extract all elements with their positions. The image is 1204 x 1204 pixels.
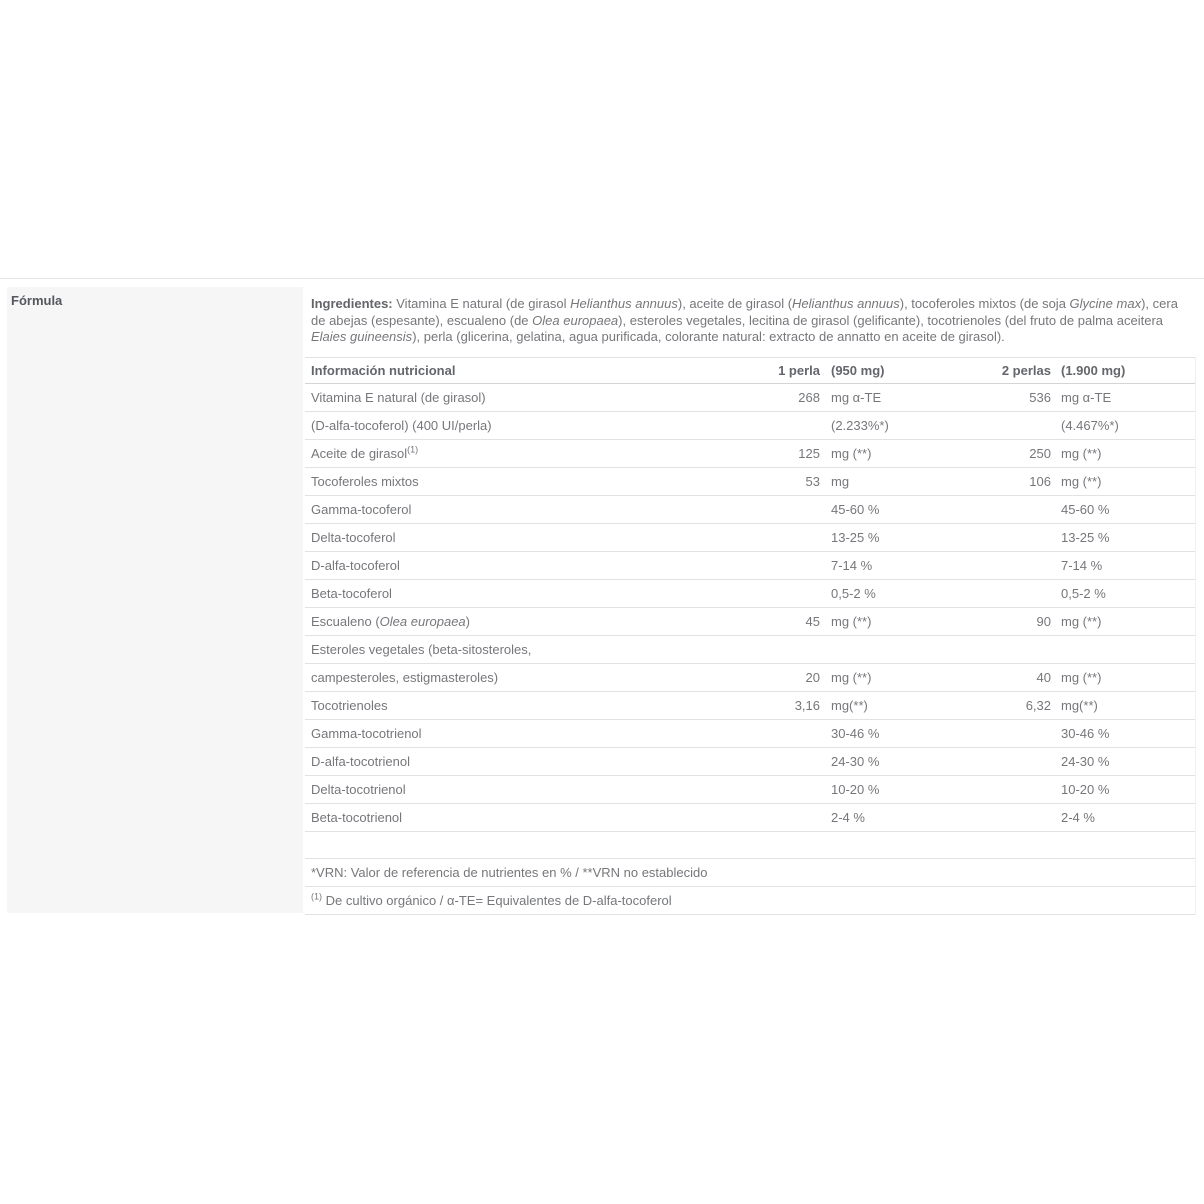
nutrition-row xyxy=(305,496,1195,524)
nutrition-row xyxy=(305,580,1195,608)
footnote-text: $^{(1)}$ De cultivo orgánico / α-TE= Equivalentes de D-alfa-tocoferol xyxy=(311,891,672,908)
nutrient-label: Vitamina E natural (de girasol) xyxy=(311,389,486,405)
formula-section-cell xyxy=(7,287,303,913)
nutrient-label: Beta-tocoferol xyxy=(311,585,392,601)
nutrient-label: Tocoferoles mixtos xyxy=(311,473,419,489)
unit-1perla: mg α-TE xyxy=(831,389,882,405)
footnote-text: *VRN: Valor de referencia de nutrientes en % / **VRN no establecido xyxy=(311,864,708,880)
nutrient-label: Esteroles vegetales (beta-sitosteroles, xyxy=(311,641,532,657)
nutrition-row xyxy=(305,440,1195,468)
nutrition-row xyxy=(305,804,1195,832)
unit-2perlas: (4.467%*) xyxy=(1061,417,1119,433)
nutrition-row xyxy=(305,692,1195,720)
unit-1perla: 24-30 % xyxy=(831,753,880,769)
value-1perla: 3,16 xyxy=(794,697,820,713)
unit-1perla: mg xyxy=(831,473,850,489)
unit-1perla: 30-46 % xyxy=(831,725,880,741)
nutrition-header-col1-qty: 1 perla xyxy=(778,362,820,378)
unit-1perla: mg (**) xyxy=(831,613,872,629)
value-2perlas: 40 xyxy=(1036,669,1051,685)
value-1perla: 53 xyxy=(805,473,820,489)
nutrient-label: D-alfa-tocoferol xyxy=(311,557,400,573)
nutrient-label: Beta-tocotrienol xyxy=(311,809,403,825)
nutrition-row xyxy=(305,720,1195,748)
value-2perlas: 6,32 xyxy=(1025,697,1051,713)
nutrition-header-title: Información nutricional xyxy=(311,362,456,378)
unit-2perlas: mg (**) xyxy=(1061,669,1102,685)
nutrient-label: Delta-tocoferol xyxy=(311,529,396,545)
nutrient-label: Escualeno (Olea europaea) xyxy=(311,613,471,629)
footnote-row xyxy=(305,887,1195,915)
nutrient-label: Gamma-tocotrienol xyxy=(311,725,422,741)
footnote-row xyxy=(305,859,1195,887)
formula-section-label: Fórmula xyxy=(11,293,63,308)
value-2perlas: 90 xyxy=(1036,613,1051,629)
unit-1perla: 10-20 % xyxy=(831,781,880,797)
nutrition-row xyxy=(305,524,1195,552)
unit-2perlas: mg(**) xyxy=(1061,697,1098,713)
value-1perla: 20 xyxy=(805,669,820,685)
nutrition-table xyxy=(305,357,1196,915)
unit-2perlas: 30-46 % xyxy=(1061,725,1110,741)
nutrition-row xyxy=(305,748,1195,776)
nutrient-label: Delta-tocotrienol xyxy=(311,781,406,797)
value-1perla: 45 xyxy=(805,613,820,629)
nutrition-row xyxy=(305,776,1195,804)
unit-1perla: mg(**) xyxy=(831,697,868,713)
nutrition-rows xyxy=(305,384,1195,915)
unit-2perlas: 0,5-2 % xyxy=(1061,585,1106,601)
unit-2perlas: 10-20 % xyxy=(1061,781,1110,797)
nutrient-label: D-alfa-tocotrienol xyxy=(311,753,410,769)
unit-1perla: (2.233%*) xyxy=(831,417,889,433)
nutrition-table-header xyxy=(305,358,1195,384)
unit-1perla: 0,5-2 % xyxy=(831,585,876,601)
nutrition-row xyxy=(305,664,1195,692)
value-2perlas: 106 xyxy=(1029,473,1051,489)
unit-2perlas: 2-4 % xyxy=(1061,809,1095,825)
unit-2perlas: mg (**) xyxy=(1061,473,1102,489)
nutrition-row xyxy=(305,636,1195,664)
spacer-row xyxy=(305,832,1195,859)
ingredients-paragraph: Ingredientes: Vitamina E natural (de girasol Helianthus annuus), aceite de girasol (Helianthus annuus), tocoferoles mixtos (de soja Glycine max), cera de abejas (espesante), escualeno (de Olea europaea), esteroles vegetales, lecitina de girasol (gelificante), tocotrienoles (del fruto de palma aceitera Elaies guineensis), perla (glicerina, gelatina, agua purificada, colorante natural: extracto de annatto en aceite de girasol). xyxy=(311,296,1178,344)
nutrient-label: (D-alfa-tocoferol) (400 UI/perla) xyxy=(311,417,492,433)
unit-1perla: mg (**) xyxy=(831,445,872,461)
unit-2perlas: mg (**) xyxy=(1061,445,1102,461)
nutrition-header-col1-size: (950 mg) xyxy=(831,362,885,378)
value-2perlas: 536 xyxy=(1029,389,1051,405)
unit-2perlas: mg (**) xyxy=(1061,613,1102,629)
nutrient-label: campesteroles, estigmasteroles) xyxy=(311,669,499,685)
nutrition-row xyxy=(305,412,1195,440)
nutrition-row xyxy=(305,468,1195,496)
section-top-divider xyxy=(0,278,1204,279)
unit-2perlas: mg α-TE xyxy=(1061,389,1112,405)
formula-content xyxy=(305,290,1196,915)
value-1perla: 268 xyxy=(798,389,820,405)
value-1perla: 125 xyxy=(798,445,820,461)
nutrient-label: Aceite de girasol$^{(1)}$ xyxy=(311,444,419,461)
unit-1perla: 45-60 % xyxy=(831,501,880,517)
unit-1perla: 2-4 % xyxy=(831,809,865,825)
nutrient-label: Tocotrienoles xyxy=(311,697,388,713)
value-2perlas: 250 xyxy=(1029,445,1051,461)
unit-1perla: mg (**) xyxy=(831,669,872,685)
unit-1perla: 13-25 % xyxy=(831,529,880,545)
unit-2perlas: 13-25 % xyxy=(1061,529,1110,545)
nutrition-header-col2-size: (1.900 mg) xyxy=(1061,362,1126,378)
nutrition-header-col2-qty: 2 perlas xyxy=(1001,362,1051,378)
unit-2perlas: 45-60 % xyxy=(1061,501,1110,517)
unit-1perla: 7-14 % xyxy=(831,557,873,573)
unit-2perlas: 7-14 % xyxy=(1061,557,1103,573)
nutrition-row xyxy=(305,608,1195,636)
nutrition-row xyxy=(305,552,1195,580)
nutrition-row xyxy=(305,384,1195,412)
unit-2perlas: 24-30 % xyxy=(1061,753,1110,769)
nutrient-label: Gamma-tocoferol xyxy=(311,501,412,517)
